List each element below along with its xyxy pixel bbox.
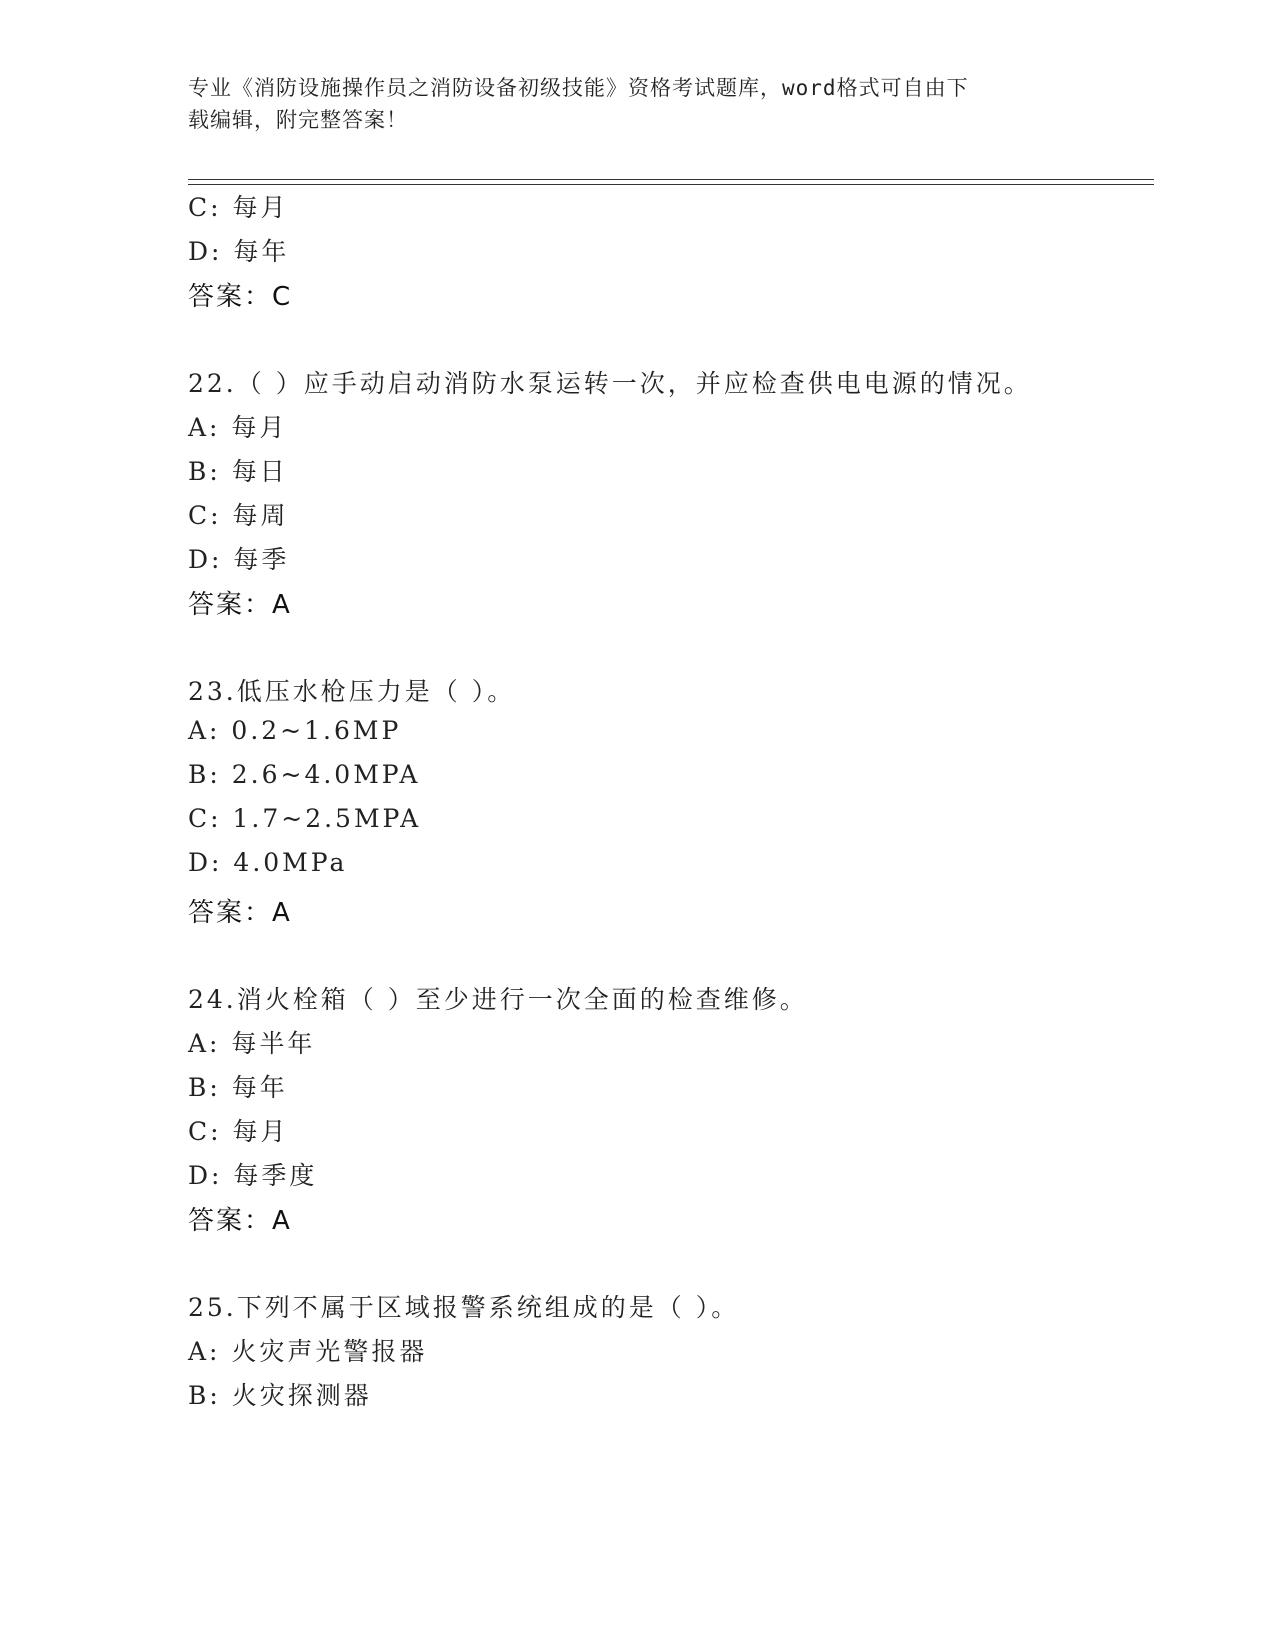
answer-line: 答案：A xyxy=(188,1206,292,1236)
document-header xyxy=(188,72,1068,136)
option-line: D: 每季度 xyxy=(188,1161,318,1190)
question-23: 23.低压水枪压力是（ ）。 xyxy=(188,677,516,706)
option-line: A: 每半年 xyxy=(188,1029,316,1058)
option-line: B: 火灾探测器 xyxy=(188,1381,372,1410)
answer-line: 答案：C xyxy=(188,282,293,312)
header-divider-top xyxy=(188,179,1154,180)
question-24: 24.消火栓箱（ ）至少进行一次全面的检查维修。 xyxy=(188,985,808,1014)
header-line-1: 专业《消防设施操作员之消防设备初级技能》资格考试题库，word格式可自由下 xyxy=(188,76,969,100)
option-line: D: 4.0MPa xyxy=(188,848,348,877)
question-22: 22.（ ）应手动启动消防水泵运转一次，并应检查供电电源的情况。 xyxy=(188,369,1032,398)
header-divider-bottom xyxy=(188,184,1154,185)
option-line: A: 0.2~1.6MP xyxy=(188,716,402,745)
option-line: C: 每月 xyxy=(188,193,289,222)
option-line: A: 每月 xyxy=(188,413,288,442)
option-line: C: 1.7~2.5MPA xyxy=(188,804,422,833)
answer-line: 答案：A xyxy=(188,898,292,928)
option-line: D: 每年 xyxy=(188,237,290,266)
option-line: B: 2.6~4.0MPA xyxy=(188,760,421,789)
option-line: A: 火灾声光警报器 xyxy=(188,1337,428,1366)
option-line: C: 每周 xyxy=(188,501,289,530)
option-line: D: 每季 xyxy=(188,545,290,574)
option-line: B: 每日 xyxy=(188,457,288,486)
option-line: C: 每月 xyxy=(188,1117,289,1146)
header-line-2: 载编辑，附完整答案！ xyxy=(188,108,408,132)
option-line: B: 每年 xyxy=(188,1073,288,1102)
question-25: 25.下列不属于区域报警系统组成的是（ ）。 xyxy=(188,1293,740,1322)
answer-line: 答案：A xyxy=(188,590,292,620)
